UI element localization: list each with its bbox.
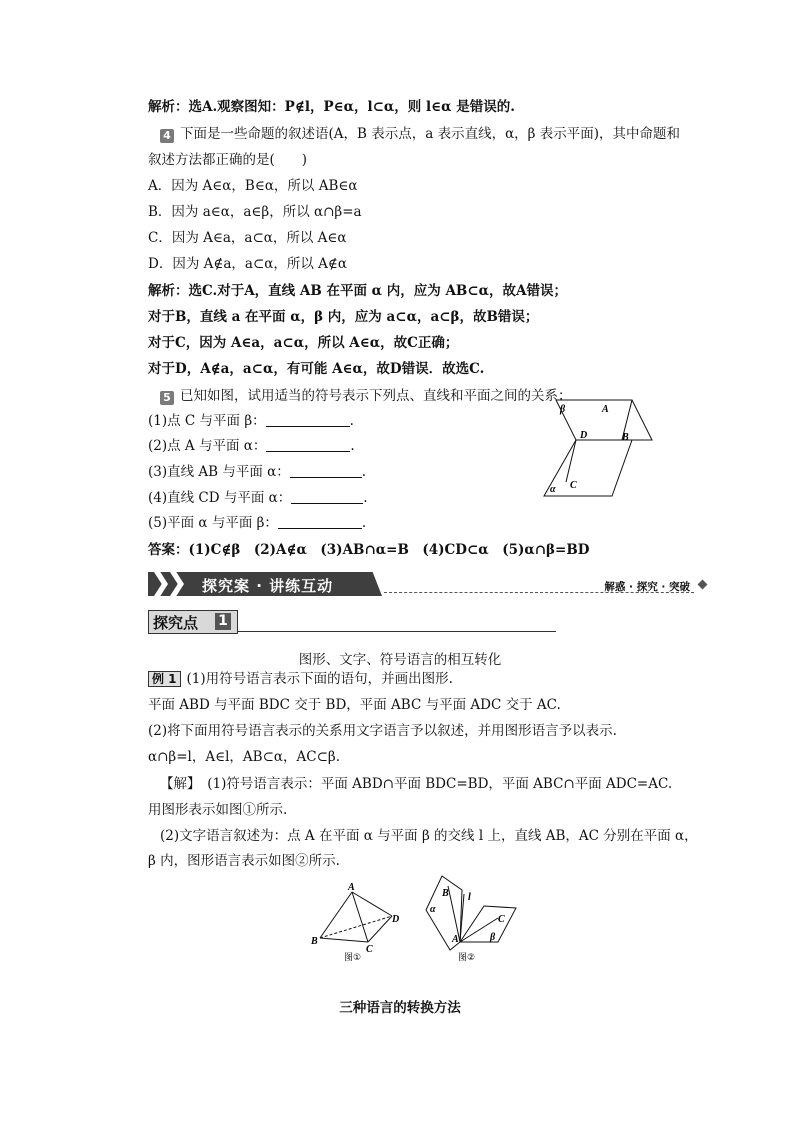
question-4-line-1 (160, 125, 680, 143)
analysis-3: 解析：选A.观察图知：P∉l，P∈α，l⊂α，则 l∈α 是错误的. (148, 99, 515, 115)
solution-line-3: (2)文字语言叙述为：点 A 在平面 α 与平面 β 的交线 l 上，直线 AB，AC 分别在平面 α， (160, 828, 698, 844)
solution-line-1: 【解】 (1)符号语言表示：平面 ABD∩平面 BDC=BD，平面 ABC∩平面 ADC=AC. (160, 776, 673, 792)
label-b: B (622, 432, 629, 443)
q5-item-3: (3)直线 AB 与平面 α： . (148, 464, 367, 480)
example-line-4: α∩β=l，A∈l，AB⊂α，AC⊂β. (148, 749, 341, 765)
example-line-1 (148, 670, 453, 688)
analysis-4-line-4: 对于D，A∉a，a⊂α，有可能 A∈α，故D错误．故选C. (148, 361, 485, 377)
q5-item-label: (1)点 C 与平面 β： (148, 413, 266, 429)
question-5-text: 已知如图，试用适当的符号表示下列点、直线和平面之间的关系： (180, 388, 572, 404)
label-a: A (602, 404, 609, 415)
q5-item-5: (5)平面 α 与平面 β： . (148, 515, 367, 531)
fig2-caption: 图② (458, 953, 476, 963)
solution-line-4: β 内，图形语言表示如图②所示. (148, 853, 340, 869)
question-4-line-2: 叙述方法都正确的是( ) (148, 152, 308, 168)
q5-item-label: (3)直线 AB 与平面 α： (148, 464, 290, 480)
q5-item-label: (5)平面 α 与平面 β： (148, 515, 278, 531)
fig1-caption: 图① (344, 953, 362, 963)
option-b: B．因为 a∈α，a∈β，所以 α∩β=a (148, 204, 362, 220)
option-d: D．因为 A∉a，a⊂α，所以 A∉α (148, 256, 348, 272)
planes-figure (540, 396, 660, 500)
example-line-2: 平面 ABD 与平面 BDC 交于 BD，平面 ABC 与平面 ADC 交于 AC. (148, 697, 561, 713)
answer-blank (290, 464, 362, 478)
answer-blank (291, 490, 363, 504)
example-tag: 例 1 (148, 671, 181, 687)
label-c: C (570, 480, 577, 491)
label-beta: β (560, 404, 566, 415)
label-alpha: α (550, 484, 556, 495)
banner-title: 探究案 · 讲练互动 (202, 577, 334, 595)
banner-subtitle: 解惑 · 探究 · 突破 (604, 581, 690, 593)
section-number: 1 (215, 613, 231, 630)
option-c: C．因为 A∈a，a⊂α，所以 A∈α (148, 230, 347, 246)
analysis-4-line-2: 对于B，直线 a 在平面 α，β 内，应为 a⊂α，a⊂β，故B错误； (148, 309, 539, 325)
section-label: 探究点 (153, 614, 199, 632)
fig2-label-beta: β (490, 932, 496, 943)
figure-1 (308, 880, 400, 964)
fig1-label-b: B (311, 936, 318, 947)
example-text: (1)用符号语言表示下面的语句，并画出图形. (186, 671, 453, 687)
option-a: A．因为 A∈α，B∈α，所以 AB∈α (148, 178, 358, 194)
section-banner (148, 572, 708, 596)
fig2-label-c: C (498, 914, 505, 925)
question-number-badge: 4 (160, 129, 174, 143)
label-d: D (580, 430, 588, 441)
q5-item-2: (2)点 A 与平面 α： . (148, 438, 355, 454)
answer-blank (266, 438, 350, 452)
answer-5: 答案：(1)C∉β (2)A∉α (3)AB∩α=B (4)CD⊂α (5)α∩β=BD (148, 542, 590, 558)
footer-title: 三种语言的转换方法 (339, 1000, 461, 1016)
q5-item-1: (1)点 C 与平面 β： . (148, 413, 354, 429)
fig1-label-a: A (348, 882, 355, 893)
fig2-label-l: l (468, 892, 471, 903)
analysis-4-line-3: 对于C，因为 A∈a，a⊂α，所以 A∈α，故C正确； (148, 335, 459, 351)
answer-blank (278, 515, 362, 529)
q5-item-label: (4)直线 CD 与平面 α： (148, 490, 292, 506)
section-heading (148, 610, 238, 634)
analysis-4-line-1: 解析：选C.对于A，直线 AB 在平面 α 内，应为 AB⊂α，故A错误； (148, 283, 568, 299)
q5-item-4: (4)直线 CD 与平面 α： . (148, 490, 368, 506)
question-number-badge: 5 (160, 391, 174, 405)
diamond-icon (698, 580, 708, 590)
fig2-label-b: B (442, 888, 449, 899)
fig1-label-c: C (366, 944, 373, 955)
section-underline (238, 631, 556, 632)
fig2-label-alpha: α (430, 904, 436, 915)
figure-2 (420, 870, 530, 964)
solution-line-2: 用图形表示如图①所示. (148, 802, 288, 818)
question-5-line-1 (160, 387, 572, 405)
question-4-text: 下面是一些命题的叙述语(A，B 表示点，a 表示直线，α，β 表示平面)，其中命题和 (180, 126, 681, 142)
answer-blank (266, 413, 350, 427)
example-line-3: (2)将下面用符号语言表示的关系用文字语言予以叙述，并用图形语言予以表示. (148, 723, 617, 739)
fig2-label-a: A (452, 934, 459, 945)
section-subtitle: 图形、文字、符号语言的相互转化 (298, 652, 502, 668)
fig1-label-d: D (392, 914, 400, 925)
q5-item-label: (2)点 A 与平面 α： (148, 438, 267, 454)
